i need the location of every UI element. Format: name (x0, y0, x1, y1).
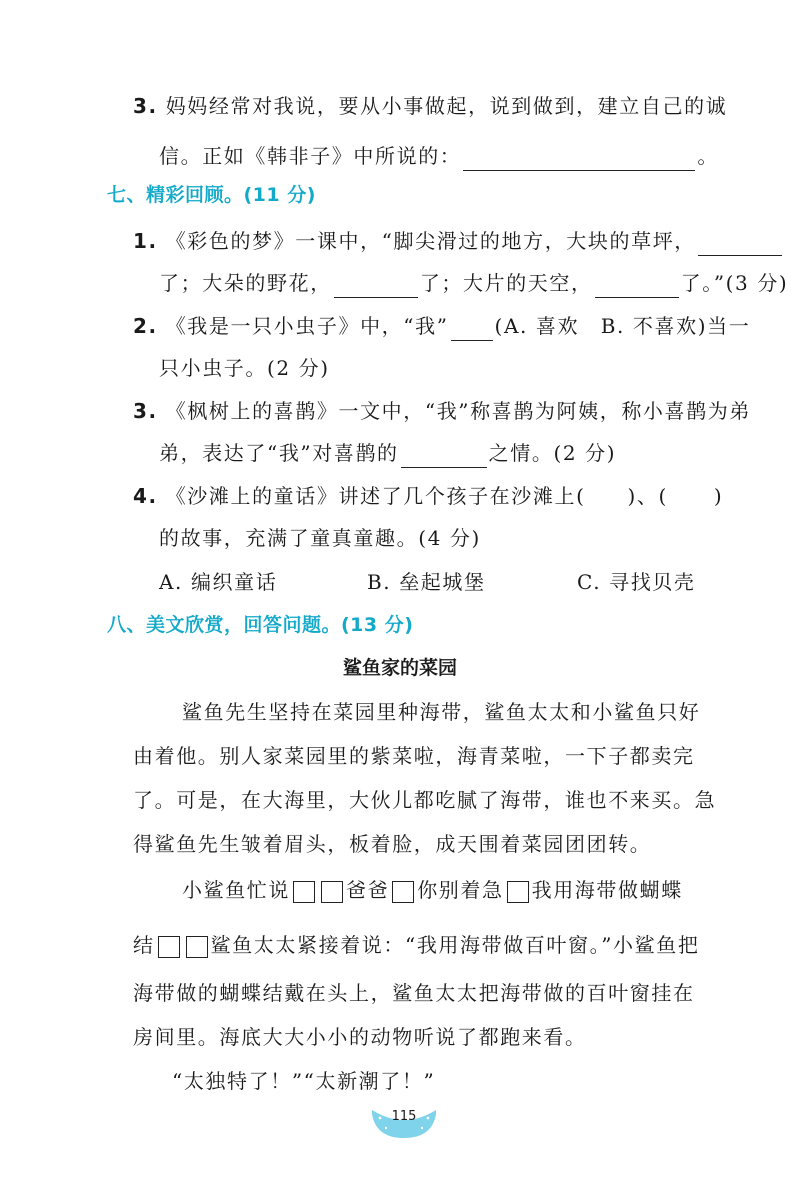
passage-p2-line2 (133, 930, 699, 960)
answer-blank[interactable] (698, 233, 782, 256)
passage-title: 鲨鱼家的菜园 (342, 657, 457, 679)
passage-p1-line4: 得鲨鱼先生皱着眉头，板着脸，成天围着菜园团团转。 (133, 832, 652, 856)
passage-p2-line3: 海带做的蝴蝶结戴在头上，鲨鱼太太把海带做的百叶窗挂在 (133, 981, 695, 1005)
p2-seg2: 爸爸 (346, 878, 390, 902)
s7-q2-line2 (159, 353, 330, 383)
passage-p3: “太独特了！”“太新潮了！” (172, 1069, 436, 1093)
s7-q3-line2 (159, 438, 616, 468)
s7-q4-text-1c: ) (713, 484, 724, 508)
answer-blank[interactable] (401, 445, 487, 468)
s7-q4-number: 4. (133, 484, 158, 508)
answer-blank[interactable] (595, 275, 679, 298)
s7-q4-option-a: A. 编织童话 (159, 570, 278, 594)
punctuation-box[interactable] (186, 936, 208, 958)
s7-q1-text-1: 《彩色的梦》一课中，“脚尖滑过的地方，大块的草坪， (165, 229, 696, 253)
section-8-heading: 八、美文欣赏，回答问题。(13 分) (107, 614, 414, 636)
passage-p2-line1 (182, 875, 683, 905)
answer-blank[interactable] (334, 275, 418, 298)
p2-seg5: 结 (133, 933, 155, 957)
q6-3-text-1: 妈妈经常对我说，要从小事做起，说到做到，建立自己的诚 (165, 94, 728, 118)
s7-q4-option-b: B. 垒起城堡 (367, 570, 486, 594)
s7-q1-number: 1. (133, 229, 158, 253)
s7-q1-seg2: 了；大片的天空， (419, 271, 593, 295)
s7-q1-seg1: 了；大朵的野花， (159, 271, 332, 295)
s7-q2-text-2: 只小虫子。(2 分) (159, 356, 330, 380)
s7-q4-option-c: C. 寻找贝壳 (577, 570, 696, 594)
p2-seg3: 你别着急 (417, 878, 504, 902)
passage-p2-line4: 房间里。海底大大小小的动物听说了都跑来看。 (133, 1025, 587, 1049)
s7-q2-text-1a: 《我是一只小虫子》中，“我” (165, 314, 449, 338)
section-7-heading: 七、精彩回顾。(11 分) (107, 184, 316, 206)
s7-q3-text-2b: 之情。(2 分) (488, 441, 617, 465)
punctuation-box[interactable] (321, 881, 343, 903)
s7-q1-seg3: 了。”(3 分) (680, 271, 789, 295)
q6-3-end: 。 (697, 144, 720, 168)
s7-q3-line1 (133, 396, 751, 426)
s7-q4-text-1a: 《沙滩上的童话》讲述了几个孩子在沙滩上( (165, 484, 586, 508)
s7-q3-text-1: 《枫树上的喜鹊》一文中，“我”称喜鹊为阿姨，称小喜鹊为弟 (165, 399, 751, 423)
q6-3-number: 3. (133, 94, 158, 118)
punctuation-box[interactable] (293, 881, 315, 903)
passage-p1-line2: 由着他。别人家菜园里的紫菜啦，海青菜啦，一下子都卖完 (133, 744, 695, 768)
s7-q4-line1 (133, 481, 723, 511)
answer-blank[interactable] (463, 148, 695, 171)
answer-blank[interactable] (451, 318, 493, 341)
p2-seg4: 我用海带做蝴蝶 (531, 878, 683, 902)
s7-q2-number: 2. (133, 314, 158, 338)
p2-seg6: 鲨鱼太太紧接着说：“我用海带做百叶窗。”小鲨鱼把 (210, 933, 700, 957)
punctuation-box[interactable] (507, 881, 529, 903)
s7-q2-text-1b: (A. 喜欢 B. 不喜欢)当一 (494, 314, 751, 338)
q6-3-text-2: 信。正如《韩非子》中所说的： (159, 144, 462, 168)
q6-3-line1 (133, 91, 727, 121)
passage-p1-line1: 鲨鱼先生坚持在菜园里种海带，鲨鱼太太和小鲨鱼只好 (182, 700, 701, 724)
page-number: 115 (391, 1109, 417, 1124)
page-number-badge (370, 1100, 438, 1140)
p2-seg1: 小鲨鱼忙说 (182, 878, 290, 902)
punctuation-box[interactable] (158, 936, 180, 958)
s7-q4-text-2: 的故事，充满了童真童趣。(4 分) (159, 526, 481, 550)
q6-3-line2 (159, 141, 719, 171)
s7-q4-line2 (159, 523, 481, 553)
passage-p1-line3: 了。可是，在大海里，大伙儿都吃腻了海带，谁也不来买。急 (133, 788, 717, 812)
s7-q1-line2 (159, 268, 788, 298)
s7-q4-text-1b: )、( (627, 484, 668, 508)
punctuation-box[interactable] (392, 881, 414, 903)
s7-q3-number: 3. (133, 399, 158, 423)
s7-q3-text-2a: 弟，表达了“我”对喜鹊的 (159, 441, 399, 465)
s7-q2-line1 (133, 311, 750, 341)
s7-q1-line1 (133, 226, 784, 256)
